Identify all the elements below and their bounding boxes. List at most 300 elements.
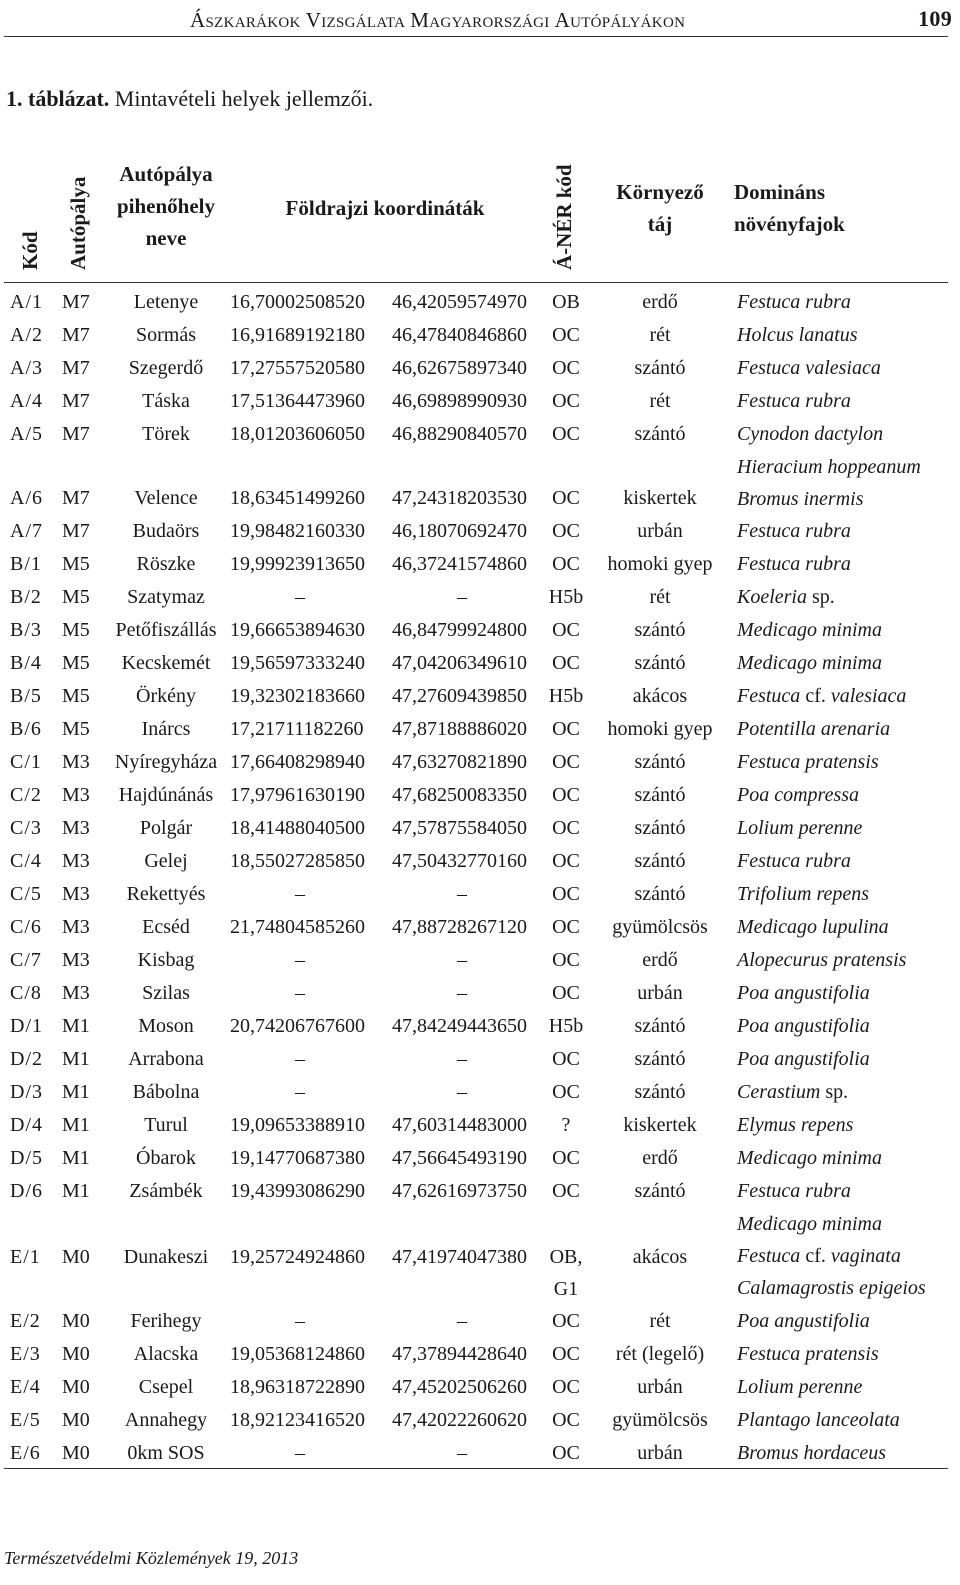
rest-area-name: Bábolna	[132, 1081, 200, 1103]
dominant-plants	[737, 713, 957, 745]
dominant-plants	[737, 581, 957, 613]
rest-area-name: Ferihegy	[130, 1310, 202, 1332]
longitude: 19,98482160330	[230, 520, 365, 542]
table-row	[0, 1437, 960, 1470]
plant-name: Festuca rubra	[737, 390, 851, 412]
latitude: 47,45202506260	[392, 1376, 527, 1398]
ner-code: OC	[552, 751, 580, 773]
latitude: 46,69898990930	[392, 390, 527, 412]
dominant-plants	[737, 911, 957, 943]
surrounding-landscape: szántó	[634, 883, 686, 905]
ner-code: H5b	[548, 1015, 584, 1037]
rest-area-name: Szegerdő	[128, 357, 204, 379]
site-code: B/2	[10, 586, 42, 608]
motorway: M5	[62, 553, 90, 575]
table-row	[0, 614, 960, 647]
dominant-plants	[737, 944, 957, 976]
motorway: M0	[62, 1376, 90, 1398]
table-header	[0, 140, 960, 280]
surrounding-landscape: rét	[649, 390, 671, 412]
rest-area-name: Örkény	[136, 685, 196, 707]
ner-code: OC	[552, 949, 580, 971]
plant-name: Festuca valesiaca	[737, 357, 881, 379]
surrounding-landscape: urbán	[637, 1442, 683, 1464]
caption-label: 1. táblázat.	[6, 86, 110, 111]
longitude: 17,97961630190	[230, 784, 365, 806]
site-code: C/6	[10, 916, 42, 938]
ner-code: OC	[552, 619, 580, 641]
plant-name: Festuca rubra	[737, 520, 851, 542]
rest-area-name: Nyíregyháza	[114, 751, 218, 773]
header-ner-kod: Á-NÉR kód	[552, 164, 576, 270]
plant-name: Medicago minima	[737, 1213, 882, 1235]
dominant-plants	[737, 385, 957, 417]
site-code: D/4	[10, 1114, 43, 1136]
plant-name: Lolium perenne	[737, 817, 863, 839]
header-pihenohely: Autópálya pihenőhely neve	[116, 162, 216, 250]
site-code: B/4	[10, 652, 42, 674]
dominant-plants	[737, 977, 957, 1009]
motorway: M5	[62, 586, 90, 608]
table-row	[0, 1043, 960, 1076]
ner-code: OC	[552, 1409, 580, 1431]
motorway: M5	[62, 652, 90, 674]
surrounding-landscape: szántó	[634, 1180, 686, 1202]
surrounding-landscape: rét	[649, 586, 671, 608]
latitude: 47,41974047380	[392, 1246, 527, 1268]
plant-name: Festuca pratensis	[737, 751, 879, 773]
rest-area-name: 0km SOS	[127, 1442, 205, 1464]
latitude: 47,04206349610	[392, 652, 527, 674]
ner-code: OC	[552, 916, 580, 938]
motorway: M7	[62, 423, 90, 445]
site-code: E/5	[10, 1409, 41, 1431]
surrounding-landscape: urbán	[637, 520, 683, 542]
longitude: –	[295, 883, 305, 905]
footer: Természetvédelmi Közlemények 19, 2013	[4, 1548, 299, 1568]
surrounding-landscape: szántó	[634, 357, 686, 379]
longitude: 17,51364473960	[230, 390, 365, 412]
dominant-plants	[737, 845, 957, 877]
plant-name: Elymus repens	[737, 1114, 854, 1136]
ner-code: H5b	[548, 586, 584, 608]
motorway: M7	[62, 390, 90, 412]
latitude: –	[457, 982, 467, 1004]
dominant-plants	[737, 647, 957, 679]
surrounding-landscape: szántó	[634, 1081, 686, 1103]
motorway: M3	[62, 982, 90, 1004]
rest-area-name: Sormás	[136, 324, 196, 346]
longitude: –	[295, 949, 305, 971]
table-row	[0, 845, 960, 878]
site-code: E/3	[10, 1343, 41, 1365]
plant-name: Medicago minima	[737, 619, 882, 641]
table-row	[0, 944, 960, 977]
motorway: M3	[62, 784, 90, 806]
header-autopalya: Autópálya	[66, 176, 90, 270]
surrounding-landscape: rét	[649, 1310, 671, 1332]
surrounding-landscape: gyümölcsös	[612, 1409, 708, 1431]
surrounding-landscape: kiskertek	[623, 1114, 697, 1136]
table-row	[0, 713, 960, 746]
site-code: B/1	[10, 553, 42, 575]
motorway: M7	[62, 520, 90, 542]
site-code: B/5	[10, 685, 42, 707]
latitude: –	[457, 1310, 467, 1332]
longitude: 17,66408298940	[230, 751, 365, 773]
motorway: M1	[62, 1081, 90, 1103]
plant-name: Plantago lanceolata	[737, 1409, 900, 1431]
ner-code: OC	[552, 1147, 580, 1169]
motorway: M1	[62, 1048, 90, 1070]
caption-text: Mintavételi helyek jellemzői.	[114, 86, 374, 111]
plant-name: Hieracium hoppeanum	[737, 456, 921, 478]
surrounding-landscape: homoki gyep	[607, 553, 713, 575]
ner-code: OC	[552, 487, 580, 509]
surrounding-landscape: rét (legelő)	[615, 1343, 705, 1365]
table-row	[0, 1175, 960, 1208]
header-dominans: Domináns növényfajok	[734, 180, 845, 236]
site-code: E/2	[10, 1310, 41, 1332]
longitude: 18,63451499260	[230, 487, 365, 509]
ner-code: OC	[552, 718, 580, 740]
plant-name: Festuca rubra	[737, 1180, 851, 1202]
plant-name: Holcus lanatus	[737, 324, 858, 346]
latitude: 47,63270821890	[392, 751, 527, 773]
dominant-plants	[737, 680, 957, 712]
motorway: M0	[62, 1246, 90, 1268]
surrounding-landscape: erdő	[642, 949, 678, 971]
site-code: C/8	[10, 982, 42, 1004]
surrounding-landscape: szántó	[634, 1015, 686, 1037]
table-row	[0, 1142, 960, 1175]
plant-name: Poa angustifolia	[737, 1015, 870, 1037]
motorway: M0	[62, 1442, 90, 1464]
table-row	[0, 1208, 960, 1305]
surrounding-landscape: szántó	[634, 1048, 686, 1070]
latitude: 47,87188886020	[392, 718, 527, 740]
longitude: 18,92123416520	[230, 1409, 365, 1431]
dominant-plants	[737, 451, 957, 515]
latitude: 46,84799924800	[392, 619, 527, 641]
longitude: 19,56597333240	[230, 652, 365, 674]
dominant-plants	[737, 418, 957, 450]
latitude: 47,56645493190	[392, 1147, 527, 1169]
latitude: –	[457, 949, 467, 971]
table-rule-bottom	[4, 1468, 948, 1469]
latitude: 47,57875584050	[392, 817, 527, 839]
longitude: 19,14770687380	[230, 1147, 365, 1169]
plant-name: Festuca rubra	[737, 850, 851, 872]
plant-name: Poa angustifolia	[737, 1310, 870, 1332]
surrounding-landscape: akácos	[632, 1246, 688, 1268]
longitude: 19,25724924860	[230, 1246, 365, 1268]
rest-area-name: Kecskemét	[121, 652, 211, 674]
table-row	[0, 1305, 960, 1338]
plant-name: Medicago minima	[737, 1147, 882, 1169]
dominant-plants	[737, 1010, 957, 1042]
rest-area-name: Annahegy	[124, 1409, 208, 1431]
motorway: M5	[62, 619, 90, 641]
rest-area-name: Rekettyés	[126, 883, 206, 905]
dominant-plants	[737, 319, 957, 351]
plant-name: Cerastium sp.	[737, 1081, 849, 1103]
ner-code: OB	[552, 291, 580, 313]
motorway: M1	[62, 1180, 90, 1202]
header-kod: Kód	[18, 231, 42, 270]
rest-area-name: Táska	[142, 390, 190, 412]
ner-code: OC	[552, 982, 580, 1004]
dominant-plants	[737, 1175, 957, 1207]
table-row	[0, 418, 960, 451]
plant-name: Festuca pratensis	[737, 1343, 879, 1365]
ner-code: OC	[552, 553, 580, 575]
table-row	[0, 581, 960, 614]
table-row	[0, 1404, 960, 1437]
table-body	[0, 286, 960, 1470]
plant-name: Potentilla arenaria	[737, 718, 891, 740]
plant-name: Poa compressa	[737, 784, 860, 806]
rest-area-name: Röszke	[136, 553, 196, 575]
rest-area-name: Polgár	[139, 817, 193, 839]
plant-name: Bromus hordaceus	[737, 1442, 887, 1464]
site-code: D/2	[10, 1048, 43, 1070]
dominant-plants	[737, 812, 957, 844]
running-head-title: ÁSZKARÁKOK VIZSGÁLATA MAGYARORSZÁGI AUTÓPÁLYÁKON	[190, 8, 686, 32]
rest-area-name: Alacska	[133, 1343, 199, 1365]
rest-area-name: Óbarok	[136, 1147, 196, 1169]
site-code: C/7	[10, 949, 42, 971]
dominant-plants	[737, 548, 957, 580]
site-code: A/5	[10, 423, 43, 445]
surrounding-landscape: szántó	[634, 784, 686, 806]
plant-name: Festuca cf. vaginata	[737, 1245, 901, 1267]
site-code: B/6	[10, 718, 42, 740]
surrounding-landscape: szántó	[634, 850, 686, 872]
site-code: C/4	[10, 850, 42, 872]
site-code: A/1	[10, 291, 43, 313]
plant-name: Calamagrostis epigeios	[737, 1277, 926, 1299]
latitude: –	[457, 883, 467, 905]
latitude: –	[457, 586, 467, 608]
longitude: 18,96318722890	[230, 1376, 365, 1398]
ner-code: H5b	[548, 685, 584, 707]
table-row	[0, 451, 960, 515]
motorway: M0	[62, 1343, 90, 1365]
rest-area-name: Ecséd	[142, 916, 190, 938]
ner-code: OC	[552, 1343, 580, 1365]
ner-code: OC	[552, 1376, 580, 1398]
rest-area-name: Kisbag	[137, 949, 195, 971]
ner-code: OC	[552, 1442, 580, 1464]
plant-name: Bromus inermis	[737, 488, 864, 510]
ner-code: OC	[552, 324, 580, 346]
plant-name: Medicago lupulina	[737, 916, 889, 938]
latitude: 46,88290840570	[392, 423, 527, 445]
rest-area-name: Moson	[138, 1015, 194, 1037]
motorway: M3	[62, 949, 90, 971]
dominant-plants	[737, 286, 957, 318]
plant-name: Festuca rubra	[737, 291, 851, 313]
latitude: 46,37241574860	[392, 553, 527, 575]
dominant-plants	[737, 1338, 957, 1370]
table-row	[0, 977, 960, 1010]
dominant-plants	[737, 1305, 957, 1337]
plant-name: Cynodon dactylon	[737, 423, 884, 445]
latitude: 46,42059574970	[392, 291, 527, 313]
longitude: –	[295, 1442, 305, 1464]
latitude: 47,60314483000	[392, 1114, 527, 1136]
latitude: 46,18070692470	[392, 520, 527, 542]
longitude: 16,91689192180	[230, 324, 365, 346]
rest-area-name: Velence	[134, 487, 198, 509]
rest-area-name: Gelej	[144, 850, 188, 872]
longitude: 19,66653894630	[230, 619, 365, 641]
motorway: M7	[62, 324, 90, 346]
plant-name: Poa angustifolia	[737, 1048, 870, 1070]
site-code: E/6	[10, 1442, 41, 1464]
surrounding-landscape: urbán	[637, 982, 683, 1004]
site-code: A/4	[10, 390, 43, 412]
dominant-plants	[737, 1371, 957, 1403]
longitude: 16,70002508520	[230, 291, 365, 313]
dominant-plants	[737, 878, 957, 910]
ner-code: OC	[552, 1310, 580, 1332]
dominant-plants	[737, 1043, 957, 1075]
rest-area-name: Dunakeszi	[123, 1246, 209, 1268]
rest-area-name: Inárcs	[141, 718, 191, 740]
longitude: 19,05368124860	[230, 1343, 365, 1365]
ner-code: OC	[552, 423, 580, 445]
longitude: 21,74804585260	[230, 916, 365, 938]
table-row	[0, 878, 960, 911]
surrounding-landscape: gyümölcsös	[612, 916, 708, 938]
latitude: 46,62675897340	[392, 357, 527, 379]
plant-name: Alopecurus pratensis	[737, 949, 907, 971]
longitude: 17,27557520580	[230, 357, 365, 379]
ner-code: OC	[552, 1048, 580, 1070]
table-row	[0, 385, 960, 418]
latitude: 47,37894428640	[392, 1343, 527, 1365]
dominant-plants	[737, 1076, 957, 1108]
rest-area-name: Petőfiszállás	[115, 619, 217, 641]
ner-code: OC	[552, 883, 580, 905]
rest-area-name: Zsámbék	[129, 1180, 203, 1202]
longitude: 20,74206767600	[230, 1015, 365, 1037]
latitude: –	[457, 1081, 467, 1103]
plant-name: Festuca rubra	[737, 553, 851, 575]
surrounding-landscape: akácos	[632, 685, 688, 707]
motorway: M3	[62, 751, 90, 773]
plant-name: Medicago minima	[737, 652, 882, 674]
motorway: M0	[62, 1310, 90, 1332]
rest-area-name: Szatymaz	[127, 586, 205, 608]
plant-name: Poa angustifolia	[737, 982, 870, 1004]
table-row	[0, 1076, 960, 1109]
dominant-plants	[737, 1208, 957, 1304]
motorway: M3	[62, 850, 90, 872]
motorway: M0	[62, 1409, 90, 1431]
site-code: C/1	[10, 751, 42, 773]
table-row	[0, 746, 960, 779]
table-row	[0, 352, 960, 385]
motorway: M1	[62, 1147, 90, 1169]
dominant-plants	[737, 614, 957, 646]
site-code: D/5	[10, 1147, 43, 1169]
site-code: C/2	[10, 784, 42, 806]
site-code: A/6	[10, 487, 43, 509]
table-row	[0, 1371, 960, 1404]
site-code: A/3	[10, 357, 43, 379]
surrounding-landscape: erdő	[642, 291, 678, 313]
latitude: 47,62616973750	[392, 1180, 527, 1202]
motorway: M7	[62, 487, 90, 509]
site-code: E/4	[10, 1376, 41, 1398]
dominant-plants	[737, 515, 957, 547]
latitude: 47,42022260620	[392, 1409, 527, 1431]
dominant-plants	[737, 1404, 957, 1436]
rest-area-name: Turul	[144, 1114, 188, 1136]
ner-code: ?	[561, 1114, 571, 1136]
table-rule-top	[4, 282, 948, 283]
header-kornyezo-taj: Környező táj	[616, 180, 704, 236]
motorway: M5	[62, 685, 90, 707]
table-row	[0, 286, 960, 319]
latitude: –	[457, 1048, 467, 1070]
latitude: 47,88728267120	[392, 916, 527, 938]
ner-code: OC	[552, 390, 580, 412]
longitude: 18,01203606050	[230, 423, 365, 445]
longitude: 19,09653388910	[230, 1114, 365, 1136]
ner-code: OC	[552, 357, 580, 379]
table-row	[0, 319, 960, 352]
table-row	[0, 779, 960, 812]
site-code: B/3	[10, 619, 42, 641]
table-row	[0, 548, 960, 581]
motorway: M7	[62, 291, 90, 313]
rest-area-name: Szilas	[142, 982, 190, 1004]
latitude: 47,84249443650	[392, 1015, 527, 1037]
surrounding-landscape: homoki gyep	[607, 718, 713, 740]
surrounding-landscape: rét	[649, 324, 671, 346]
motorway: M5	[62, 718, 90, 740]
plant-name: Koeleria sp.	[737, 586, 835, 608]
table-row	[0, 680, 960, 713]
longitude: –	[295, 586, 305, 608]
rest-area-name: Letenye	[133, 291, 199, 313]
dominant-plants	[737, 352, 957, 384]
table-row	[0, 911, 960, 944]
plant-name: Lolium perenne	[737, 1376, 863, 1398]
dominant-plants	[737, 746, 957, 778]
header-koordinatak: Földrajzi koordináták	[285, 196, 485, 220]
plant-name: Trifolium repens	[737, 883, 870, 905]
table-caption	[6, 86, 373, 112]
surrounding-landscape: szántó	[634, 751, 686, 773]
surrounding-landscape: szántó	[634, 652, 686, 674]
latitude: 47,50432770160	[392, 850, 527, 872]
ner-code: OC	[552, 520, 580, 542]
motorway: M1	[62, 1114, 90, 1136]
surrounding-landscape: szántó	[634, 619, 686, 641]
longitude: 17,21711182260	[230, 718, 364, 740]
longitude: 19,32302183660	[230, 685, 365, 707]
header-rule	[4, 36, 948, 37]
table-row	[0, 647, 960, 680]
ner-code: OB, G1	[549, 1246, 583, 1300]
surrounding-landscape: szántó	[634, 423, 686, 445]
ner-code: OC	[552, 1180, 580, 1202]
